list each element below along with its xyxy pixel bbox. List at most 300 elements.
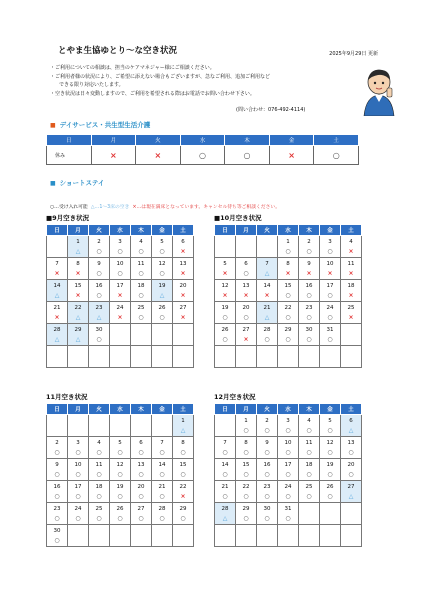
calendar-day: [110, 280, 131, 302]
availability-mark: ○: [54, 537, 60, 544]
weekday-header: 土: [341, 404, 362, 415]
availability-mark: ○: [180, 515, 186, 522]
calendar-day: [173, 503, 194, 525]
day-number: 23: [263, 484, 271, 490]
day-number: 29: [242, 506, 250, 512]
availability-mark: [47, 238, 67, 247]
day-number: 30: [305, 327, 313, 333]
calendar-day: [320, 258, 341, 280]
calendar-day: [47, 525, 68, 547]
availability-mark: ○: [327, 248, 333, 255]
availability-mark: ○: [75, 449, 81, 456]
availability-mark: ×: [180, 493, 186, 500]
day-number: 3: [76, 440, 80, 446]
availability-mark: ○: [138, 471, 144, 478]
calendar-day: [47, 280, 68, 302]
availability-mark: ○: [96, 292, 102, 299]
section-title: デイサービス・共生型生活介護: [59, 121, 151, 129]
availability-mark: ○: [96, 270, 102, 277]
availability-mark: ○: [327, 336, 333, 343]
availability-mark: ×: [327, 270, 333, 277]
day-number: 20: [347, 462, 355, 468]
day-number: 11: [137, 261, 145, 267]
day-number: 7: [55, 261, 59, 267]
day-mark: ×: [136, 146, 181, 165]
availability-mark: ○: [306, 292, 312, 299]
day-number: 15: [284, 283, 292, 289]
availability-mark: ○: [222, 449, 228, 456]
day-number: 18: [95, 484, 103, 490]
day-number: 28: [53, 327, 61, 333]
availability-mark: ○: [117, 493, 123, 500]
calendar-day: [47, 302, 68, 324]
calendar-day: [236, 503, 257, 525]
availability-mark: [152, 326, 172, 335]
availability-mark: ○: [243, 427, 249, 434]
availability-mark: ○: [327, 493, 333, 500]
calendar-day: [131, 236, 152, 258]
weekday-header: 木: [299, 225, 320, 236]
day-number: 11: [95, 462, 103, 468]
availability-mark: ○: [159, 270, 165, 277]
calendar-day: [320, 302, 341, 324]
availability-mark: ○: [306, 471, 312, 478]
day-number: 4: [307, 418, 311, 424]
calendar-day: [320, 280, 341, 302]
calendar-day: [236, 280, 257, 302]
availability-mark: [341, 326, 361, 335]
calendar-day: [236, 459, 257, 481]
day-number: 16: [305, 283, 313, 289]
weekday-header: 土: [173, 225, 194, 236]
availability-mark: [236, 238, 256, 247]
calendar-day: [299, 437, 320, 459]
calendar-day: [68, 346, 89, 368]
calendar-day: [47, 459, 68, 481]
availability-mark: [110, 326, 130, 335]
contact-phone: (問い合わせ：076-492-4114): [236, 107, 306, 113]
availability-mark: ○: [54, 449, 60, 456]
availability-mark: ○: [306, 449, 312, 456]
day-number: 9: [307, 261, 311, 267]
calendar-day: [320, 346, 341, 368]
day-number: 17: [116, 283, 124, 289]
day-mark: ×: [269, 146, 314, 165]
day-number: 7: [160, 440, 164, 446]
notes: [50, 64, 350, 98]
day-number: 26: [221, 327, 229, 333]
day-number: 2: [97, 239, 101, 245]
day-number: 19: [116, 484, 124, 490]
calendar-day: [131, 481, 152, 503]
calendar-day: [110, 258, 131, 280]
section-title: ショートステイ: [59, 179, 105, 187]
day-number: 5: [160, 239, 164, 245]
availability-mark: ○: [327, 427, 333, 434]
availability-mark: [89, 417, 109, 426]
calendar-day: [257, 258, 278, 280]
availability-mark: ○: [243, 270, 249, 277]
availability-mark: ○: [285, 449, 291, 456]
day-number: 6: [244, 261, 248, 267]
calendar-day: [236, 415, 257, 437]
day-number: 26: [116, 506, 124, 512]
day-number: 14: [221, 462, 229, 468]
day-number: 18: [137, 283, 145, 289]
weekday-header: 水: [110, 404, 131, 415]
calendar-day: [68, 280, 89, 302]
availability-mark: △: [348, 427, 354, 434]
calendar-day: [278, 280, 299, 302]
weekday-header: 火: [257, 404, 278, 415]
day-number: 25: [347, 305, 355, 311]
availability-mark: ○: [138, 493, 144, 500]
availability-mark: ○: [285, 292, 291, 299]
availability-mark: ×: [264, 292, 270, 299]
section-marker: ■: [50, 180, 56, 187]
calendar-day: [47, 346, 68, 368]
day-number: 17: [326, 283, 334, 289]
calendar-day: [341, 437, 362, 459]
day-number: 10: [116, 261, 124, 267]
calendar-day: [278, 302, 299, 324]
weekday-header: 日: [47, 225, 68, 236]
day-number: 17: [284, 462, 292, 468]
staff-mascot-icon: [360, 66, 398, 116]
day-number: 24: [284, 484, 292, 490]
calendar-day: [173, 280, 194, 302]
calendar-day: [320, 437, 341, 459]
month-title: 11月空き状況: [46, 393, 88, 401]
calendar-day: [257, 481, 278, 503]
weekday-header: 木: [131, 225, 152, 236]
availability-mark: [278, 348, 298, 357]
calendar-day: [68, 324, 89, 346]
weekday-header: 木: [299, 404, 320, 415]
day-service-table: [46, 134, 359, 165]
day-number: 1: [181, 418, 185, 424]
availability-mark: [152, 527, 172, 536]
availability-mark: ○: [285, 471, 291, 478]
calendar-day: [173, 459, 194, 481]
calendar-day: [278, 481, 299, 503]
day-number: 22: [179, 484, 187, 490]
availability-mark: △: [96, 314, 102, 321]
availability-mark: △: [54, 292, 60, 299]
availability-mark: ○: [117, 515, 123, 522]
weekday-header: 金: [152, 404, 173, 415]
day-mark: ×: [91, 146, 136, 165]
month-title: ■10月空き状況: [214, 214, 262, 222]
weekday-header: 土: [314, 135, 359, 146]
weekday-header: 土: [173, 404, 194, 415]
calendar-day: [68, 525, 89, 547]
day-number: 23: [305, 305, 313, 311]
calendar-day: [341, 346, 362, 368]
availability-mark: ○: [96, 493, 102, 500]
day-number: 23: [95, 305, 103, 311]
day-number: 18: [305, 462, 313, 468]
note-line: できる限り対応いたします。: [59, 82, 124, 89]
month-title: 12月空き状況: [214, 393, 256, 401]
day-number: 20: [137, 484, 145, 490]
calendar-day: [110, 437, 131, 459]
availability-mark: ○: [222, 471, 228, 478]
day-number: 25: [95, 506, 103, 512]
calendar-day: [236, 324, 257, 346]
availability-mark: ○: [138, 270, 144, 277]
availability-mark: ○: [159, 314, 165, 321]
day-number: 15: [242, 462, 250, 468]
calendar-day: [131, 415, 152, 437]
availability-mark: ×: [306, 270, 312, 277]
day-number: 15: [74, 283, 82, 289]
day-number: 23: [53, 506, 61, 512]
calendar-day: [152, 280, 173, 302]
section-short-stay: [50, 178, 104, 187]
day-number: 27: [137, 506, 145, 512]
calendar-day: [320, 236, 341, 258]
day-number: 22: [284, 305, 292, 311]
availability-mark: [68, 348, 88, 357]
section-marker: ■: [50, 122, 56, 129]
availability-mark: △: [222, 515, 228, 522]
calendar-day: [47, 258, 68, 280]
calendar-day: [131, 437, 152, 459]
calendar-day: [299, 525, 320, 547]
calendar-october: [214, 224, 362, 368]
day-number: 25: [305, 484, 313, 490]
note-line: ・空き状況は日々変動しますので、ご利用を希望される際はお電話でお問い合わせ下さい。: [50, 90, 255, 97]
day-number: 16: [95, 283, 103, 289]
availability-mark: ○: [222, 336, 228, 343]
calendar-day: [110, 415, 131, 437]
availability-mark: ○: [117, 270, 123, 277]
availability-mark: ×: [117, 314, 123, 321]
day-number: 28: [158, 506, 166, 512]
availability-mark: ○: [264, 515, 270, 522]
day-number: 5: [223, 261, 227, 267]
calendar-day: [341, 280, 362, 302]
calendar-day: [173, 415, 194, 437]
calendar-day: [278, 346, 299, 368]
availability-mark: ○: [306, 427, 312, 434]
calendar-day: [110, 503, 131, 525]
availability-mark: △: [159, 292, 165, 299]
calendar-day: [215, 481, 236, 503]
availability-mark: ○: [96, 336, 102, 343]
calendar-day: [236, 525, 257, 547]
calendar-day: [299, 346, 320, 368]
weekday-header: 月: [68, 225, 89, 236]
calendar-day: [152, 503, 173, 525]
day-number: 21: [221, 484, 229, 490]
availability-mark: ×: [243, 336, 249, 343]
calendar-day: [341, 324, 362, 346]
day-number: 6: [139, 440, 143, 446]
day-number: 1: [76, 239, 80, 245]
availability-mark: ○: [96, 515, 102, 522]
calendar-day: [173, 258, 194, 280]
calendar-day: [131, 324, 152, 346]
availability-mark: ×: [222, 270, 228, 277]
weekday-header: 水: [278, 225, 299, 236]
calendar-day: [173, 525, 194, 547]
calendar-day: [299, 258, 320, 280]
day-number: 10: [284, 440, 292, 446]
day-number: 14: [53, 283, 61, 289]
day-number: 26: [158, 305, 166, 311]
availability-mark: [299, 505, 319, 514]
weekday-header: 木: [131, 404, 152, 415]
calendar-day: [215, 346, 236, 368]
calendar-day: [152, 481, 173, 503]
calendar-day: [341, 503, 362, 525]
day-number: 19: [326, 462, 334, 468]
calendar-day: [236, 236, 257, 258]
closed-label: 休み: [47, 146, 92, 165]
calendar-day: [89, 437, 110, 459]
availability-mark: [110, 417, 130, 426]
day-number: 27: [242, 327, 250, 333]
day-number: 9: [55, 462, 59, 468]
calendar-day: [173, 346, 194, 368]
day-number: 1: [244, 418, 248, 424]
calendar-day: [89, 258, 110, 280]
calendar-day: [278, 415, 299, 437]
day-number: 15: [179, 462, 187, 468]
availability-mark: [215, 348, 235, 357]
availability-mark: [299, 527, 319, 536]
weekday-header: 日: [215, 404, 236, 415]
day-number: 5: [118, 440, 122, 446]
day-number: 5: [328, 418, 332, 424]
day-number: 8: [181, 440, 185, 446]
weekday-header: 月: [91, 135, 136, 146]
day-number: 21: [53, 305, 61, 311]
calendar-day: [89, 459, 110, 481]
calendar-day: [89, 525, 110, 547]
availability-mark: ×: [348, 270, 354, 277]
calendar-day: [131, 459, 152, 481]
legend-full: ×…は現在満床となっています。キャンセル待ち等ご相談ください。: [132, 205, 281, 210]
day-number: 22: [74, 305, 82, 311]
availability-mark: ×: [348, 292, 354, 299]
calendar-day: [68, 459, 89, 481]
page-title: とやま生協ゆとり～な空き状況: [58, 46, 178, 56]
calendar-day: [257, 437, 278, 459]
calendar-day: [131, 280, 152, 302]
day-number: 7: [223, 440, 227, 446]
availability-mark: ○: [117, 248, 123, 255]
availability-mark: ×: [180, 292, 186, 299]
calendar-day: [299, 481, 320, 503]
calendar-day: [257, 236, 278, 258]
legend-available: ○…受け入れ可能: [50, 205, 88, 210]
calendar-day: [173, 481, 194, 503]
day-mark: ○: [180, 146, 225, 165]
calendar-day: [110, 481, 131, 503]
availability-mark: ○: [96, 471, 102, 478]
day-number: 13: [347, 440, 355, 446]
availability-mark: ×: [348, 248, 354, 255]
availability-mark: [131, 348, 151, 357]
day-number: 16: [263, 462, 271, 468]
availability-mark: [173, 527, 193, 536]
calendar-day: [299, 324, 320, 346]
day-number: 11: [347, 261, 355, 267]
availability-mark: ○: [306, 336, 312, 343]
calendar-day: [320, 525, 341, 547]
calendar-day: [89, 346, 110, 368]
availability-mark: [320, 348, 340, 357]
calendar-day: [278, 437, 299, 459]
availability-mark: ○: [285, 314, 291, 321]
availability-mark: △: [348, 493, 354, 500]
calendar-day: [257, 346, 278, 368]
availability-mark: ○: [159, 515, 165, 522]
day-number: 2: [265, 418, 269, 424]
calendar-day: [278, 258, 299, 280]
availability-mark: ○: [159, 493, 165, 500]
calendar-day: [257, 503, 278, 525]
calendar-day: [68, 258, 89, 280]
calendar-day: [215, 324, 236, 346]
day-number: 28: [263, 327, 271, 333]
day-number: 3: [286, 418, 290, 424]
calendar-day: [152, 437, 173, 459]
calendar-day: [341, 258, 362, 280]
availability-mark: [236, 527, 256, 536]
availability-mark: ○: [138, 314, 144, 321]
availability-mark: [173, 348, 193, 357]
day-number: 27: [179, 305, 187, 311]
weekday-header: 水: [278, 404, 299, 415]
calendar-day: [320, 481, 341, 503]
calendar-day: [257, 324, 278, 346]
availability-mark: ○: [75, 471, 81, 478]
legend: [50, 203, 280, 210]
availability-mark: ○: [138, 449, 144, 456]
calendar-day: [299, 236, 320, 258]
availability-mark: [89, 348, 109, 357]
weekday-header: 日: [47, 404, 68, 415]
calendar-december: [214, 403, 362, 547]
day-number: 13: [137, 462, 145, 468]
weekday-header: 月: [68, 404, 89, 415]
availability-mark: ○: [285, 336, 291, 343]
availability-mark: ○: [327, 292, 333, 299]
availability-mark: ×: [180, 270, 186, 277]
availability-mark: ×: [222, 292, 228, 299]
day-number: 21: [158, 484, 166, 490]
availability-mark: [152, 348, 172, 357]
availability-mark: ○: [222, 493, 228, 500]
day-number: 12: [116, 462, 124, 468]
calendar-day: [257, 459, 278, 481]
calendar-day: [341, 236, 362, 258]
calendar-day: [257, 302, 278, 324]
day-number: 12: [221, 283, 229, 289]
calendar-day: [320, 415, 341, 437]
calendar-day: [215, 302, 236, 324]
availability-mark: △: [54, 336, 60, 343]
availability-mark: ○: [285, 515, 291, 522]
availability-mark: ○: [348, 449, 354, 456]
availability-mark: ○: [180, 449, 186, 456]
availability-mark: ○: [285, 493, 291, 500]
availability-mark: [341, 505, 361, 514]
